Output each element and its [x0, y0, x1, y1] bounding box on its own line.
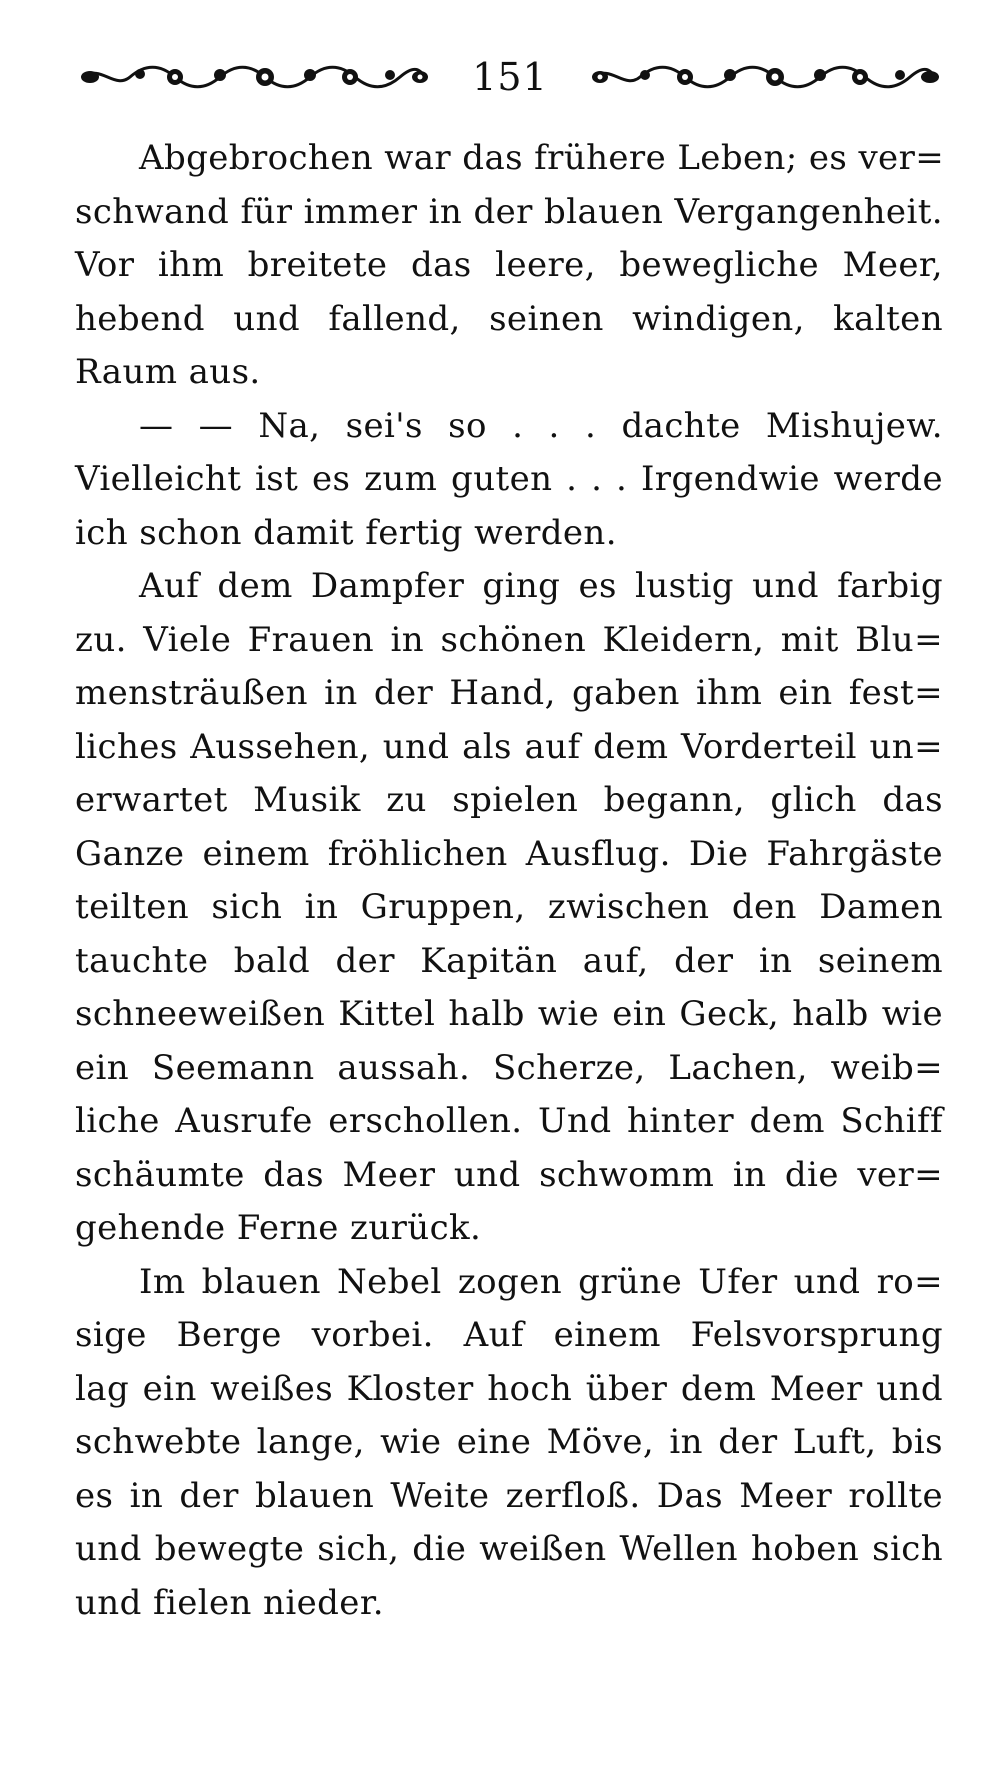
text-line: es in der blauen Weite zerfloß. Das Meer rollte: [75, 1475, 943, 1516]
text-line: sige Berge vorbei. Auf einem Felsvorsprung: [75, 1315, 943, 1355]
text-line: lag ein weißes Kloster hoch über dem Meer und: [75, 1368, 943, 1409]
text-line: Raum aus.: [75, 352, 261, 392]
text-line: hebend und fallend, seinen windigen, kalten: [75, 298, 943, 339]
page-header: [80, 52, 940, 102]
text-line: schwand für immer in der blauen Vergangenheit.: [75, 191, 943, 232]
text-line: Vor ihm breitete das leere, bewegliche Meer,: [75, 245, 943, 285]
text-line: Auf dem Dampfer ging es lustig und farbig: [139, 566, 943, 606]
body-text: [75, 132, 943, 1630]
text-line: schäumte das Meer und schwomm in die ver=: [75, 1154, 943, 1195]
text-line: mensträußen in der Hand, gaben ihm ein fest=: [75, 673, 943, 713]
text-line: Im blauen Nebel zogen grüne Ufer und ro=: [139, 1261, 943, 1302]
text-line: und bewegte sich, die weißen Wellen hoben sich: [75, 1529, 943, 1569]
decorative-scroll-border-icon: [590, 62, 940, 92]
text-line: zu. Viele Frauen in schönen Kleidern, mit Blu=: [75, 619, 943, 660]
text-line: liche Ausrufe erschollen. Und hinter dem Schiff: [75, 1101, 943, 1141]
page-number: 151: [472, 55, 548, 99]
decorative-scroll-border-icon: [80, 62, 430, 92]
text-line: erwartet Musik zu spielen begann, glich das: [75, 780, 943, 820]
text-line: gehende Ferne zurück.: [75, 1208, 482, 1248]
text-line: ein Seemann aussah. Scherze, Lachen, weib=: [75, 1047, 943, 1088]
paragraph: [75, 132, 943, 400]
text-line: Vielleicht ist es zum guten . . . Irgendwie werde: [75, 459, 943, 499]
paragraph: [75, 1256, 943, 1631]
text-line: — — Na, sei's so . . . dachte Mishujew.: [139, 405, 943, 446]
paragraph: [75, 560, 943, 1256]
text-line: Abgebrochen war das frühere Leben; es ver=: [139, 138, 945, 178]
text-line: tauchte bald der Kapitän auf, der in seinem: [75, 940, 943, 981]
text-line: Ganze einem fröhlichen Ausflug. Die Fahrgäste: [75, 833, 943, 874]
text-line: teilten sich in Gruppen, zwischen den Damen: [75, 887, 943, 927]
text-line: ich schon damit fertig werden.: [75, 512, 617, 553]
text-line: und fielen nieder.: [75, 1582, 384, 1623]
text-line: schwebte lange, wie eine Möve, in der Luft, bis: [75, 1422, 943, 1462]
text-line: liches Aussehen, und als auf dem Vorderteil un=: [75, 726, 943, 767]
paragraph: [75, 400, 943, 561]
text-line: schneeweißen Kittel halb wie ein Geck, halb wie: [75, 994, 943, 1034]
